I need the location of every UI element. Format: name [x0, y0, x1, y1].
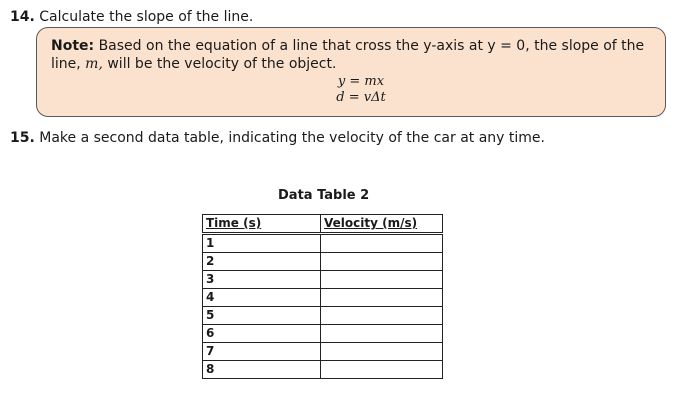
- time-cell: 1: [203, 234, 321, 253]
- question-14-number: 14.: [10, 9, 35, 25]
- time-cell: 6: [203, 325, 321, 343]
- table-row: [203, 271, 443, 289]
- velocity-cell[interactable]: [321, 253, 443, 271]
- velocity-cell[interactable]: [321, 361, 443, 379]
- table-row: [203, 343, 443, 361]
- note-box: [36, 27, 666, 117]
- table-row: [203, 307, 443, 325]
- table-body: [203, 234, 443, 379]
- header-time: Time (s): [203, 215, 321, 234]
- velocity-cell[interactable]: [321, 307, 443, 325]
- table-row: [203, 325, 443, 343]
- note-line-2: [51, 55, 651, 73]
- table-title: Data Table 2: [278, 188, 370, 203]
- table-row: [203, 234, 443, 253]
- question-14-text: Calculate the slope of the line.: [39, 9, 254, 25]
- question-15-text: Make a second data table, indicating the velocity of the car at any time.: [39, 130, 545, 146]
- time-cell: 4: [203, 289, 321, 307]
- note-text-1: Based on the equation of a line that cross the y-axis at y = 0, the slope of the: [98, 38, 645, 54]
- question-15: [10, 129, 545, 147]
- table-row: [203, 361, 443, 379]
- question-15-number: 15.: [10, 130, 35, 146]
- velocity-cell[interactable]: [321, 343, 443, 361]
- time-cell: 8: [203, 361, 321, 379]
- header-velocity: Velocity (m/s): [321, 215, 443, 234]
- data-table-2: [202, 214, 443, 379]
- velocity-cell[interactable]: [321, 234, 443, 253]
- table-header-row: [203, 215, 443, 234]
- velocity-cell[interactable]: [321, 325, 443, 343]
- time-cell: 7: [203, 343, 321, 361]
- equation-distance: d = vΔt: [336, 90, 386, 105]
- time-cell: 2: [203, 253, 321, 271]
- time-cell: 5: [203, 307, 321, 325]
- slope-variable: m,: [85, 56, 103, 72]
- equation-slope: y = mx: [337, 74, 385, 89]
- time-cell: 3: [203, 271, 321, 289]
- table-row: [203, 253, 443, 271]
- velocity-cell[interactable]: [321, 289, 443, 307]
- velocity-cell[interactable]: [321, 271, 443, 289]
- table-row: [203, 289, 443, 307]
- note-text-2-suffix: will be the velocity of the object.: [107, 56, 337, 72]
- note-label: Note:: [51, 38, 95, 54]
- note-text-2-prefix: line,: [51, 56, 81, 72]
- question-14: [10, 8, 253, 26]
- note-line-1: [51, 37, 651, 55]
